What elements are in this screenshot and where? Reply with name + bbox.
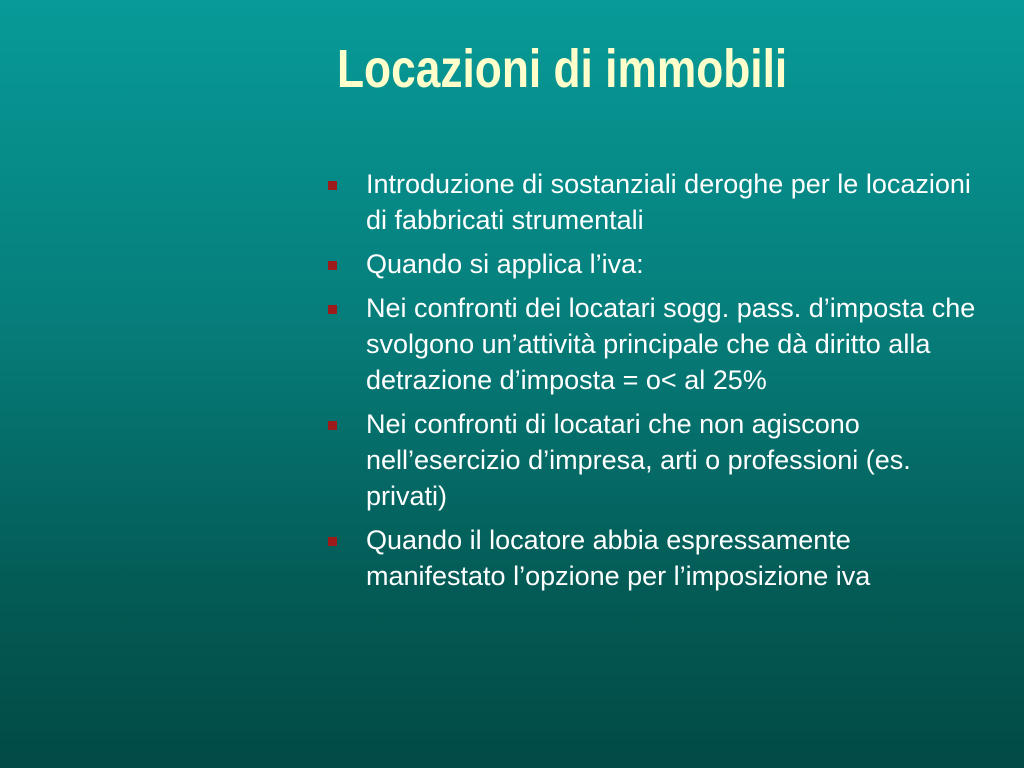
bullet-item [326,246,994,282]
bullet-item [326,290,994,398]
square-bullet-icon [328,181,337,190]
bullet-text: Quando si applica l’iva: [366,249,644,279]
bullet-text: Nei confronti dei locatari sogg. pass. d’imposta che svolgono un’attività principale che dà diritto alla detrazione d’imposta = o< al 25% [366,293,976,395]
square-bullet-icon [328,305,337,314]
bullet-item [326,522,994,594]
bullet-text: Introduzione di sostanziali deroghe per le locazioni di fabbricati strumentali [366,169,971,235]
square-bullet-icon [328,421,337,430]
bullet-item [326,406,994,514]
slide-title: Locazioni di immobili [337,39,788,99]
bullet-item [326,166,994,238]
bullet-list [326,166,994,602]
square-bullet-icon [328,261,337,270]
bullet-text: Quando il locatore abbia espressamente manifestato l’opzione per l’imposizione iva [366,525,871,591]
square-bullet-icon [328,537,337,546]
bullet-text: Nei confronti di locatari che non agiscono nell’esercizio d’impresa, arti o professioni (es. privati) [366,409,911,511]
